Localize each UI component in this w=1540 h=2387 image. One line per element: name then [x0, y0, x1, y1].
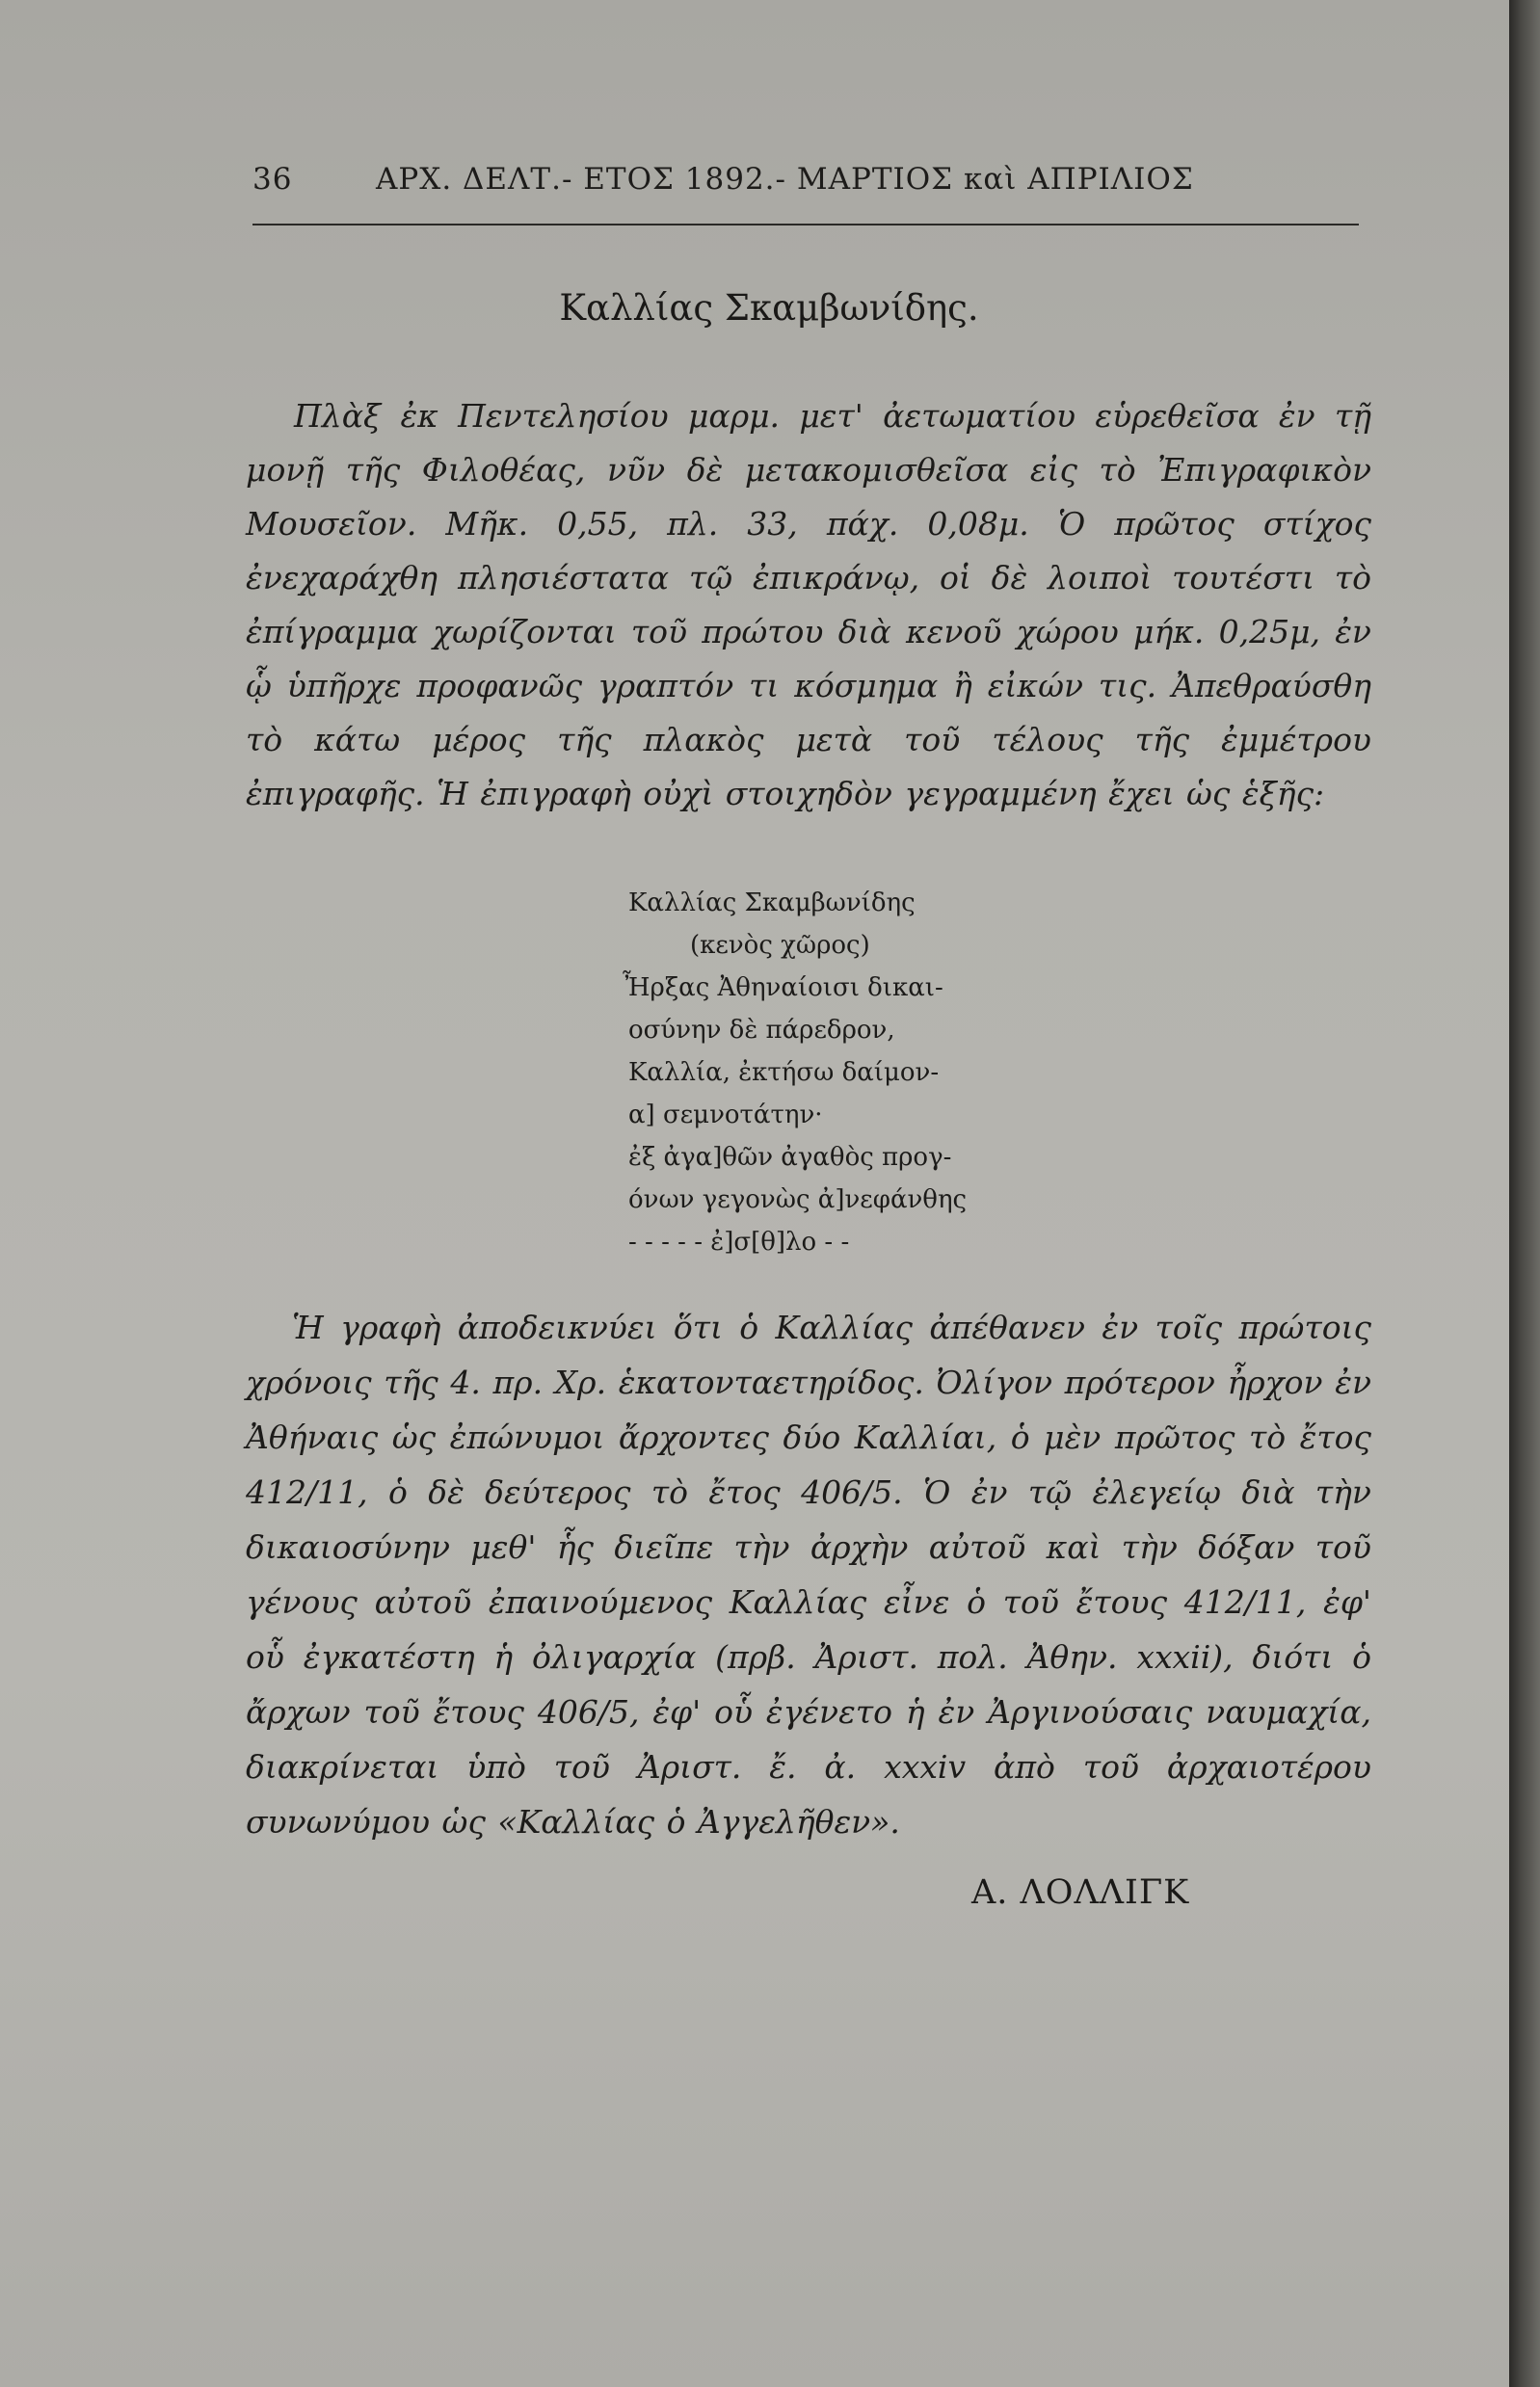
commentary-paragraph: Ἡ γραφὴ ἀποδεικνύει ὅτι ὁ Καλλίας ἀπέθανεν ἐν τοῖς πρώτοις χρόνοις τῆς 4. πρ. Χρ. ἑκατονταετηρίδος. Ὀλίγον πρότερον ἦρχον ἐν Ἀθήναις ὡς ἐπώνυμοι ἄρχοντες δύο Καλλίαι, ὁ μὲν πρῶτος τὸ ἔτος 412/11, ὁ δὲ δεύτερος τὸ ἔτος 406/5. Ὁ ἐν τῷ ἐλεγείῳ διὰ τὴν δικαιοσύνην μεθ' ἧς διεῖπε τὴν ἀρχὴν αὐτοῦ καὶ τὴν δόξαν τοῦ γένους αὐτοῦ ἐπαινούμενος Καλλίας εἶνε ὁ τοῦ ἔτους 412/11, ἐφ' οὗ ἐγκατέστη ἡ ὀλιγαρχία (πρβ. Ἀριστ. πολ. Ἀθην. xxxii), διότι ὁ ἄρχων τοῦ ἔτους 406/5, ἐφ' οὗ ἐγένετο ἡ ἐν Ἀργινούσαις ναυμαχία, διακρίνεται ὑπὸ τοῦ Ἀριστ. ἔ. ἀ. xxxiv ἀπὸ τοῦ ἀρχαιοτέρου συνωνύμου ὡς «Καλλίας ὁ Ἀγγελῆθεν».	[246, 1309, 1371, 1841]
article-title: Καλλίας Σκαμβωνίδης.	[559, 287, 979, 329]
binding-gutter	[1509, 0, 1540, 2387]
inscription-line: α] σεμνοτάτην·	[628, 1101, 823, 1129]
inscription-line: ἐξ ἀγα]θῶν ἀγαθὸς προγ-	[628, 1143, 952, 1172]
page-header	[252, 152, 1361, 210]
inscription-line: (κενὸς χῶρος)	[690, 931, 870, 960]
running-title: ΑΡΧ. ΔΕΛΤ.- ΕΤΟΣ 1892.- ΜΑΡΤΙΟΣ καὶ ΑΠΡΙΛΙΟΣ	[376, 162, 1194, 197]
inscription-line: Καλλία, ἐκτήσω δαίμον-	[628, 1058, 940, 1087]
inscription-line: Ἦρξας Ἀθηναίοισι δικαι-	[623, 973, 943, 1002]
header-rule	[252, 224, 1359, 225]
author-signature: Α. ΛΟΛΛΙΓΚ	[971, 1873, 1190, 1912]
inscription-line: Καλλίας Σκαμβωνίδης	[628, 888, 916, 917]
inscription-line: - - - - - ἐ]σ[θ]λο - -	[628, 1228, 850, 1257]
page-number: 36	[252, 162, 293, 197]
inscription-line: όνων γεγονὼς ἀ]νεφάνθης	[628, 1185, 968, 1214]
inscription-text	[623, 882, 1129, 1263]
inscription-line: οσύνην δὲ πάρεδρον,	[628, 1016, 895, 1045]
intro-paragraph: Πλὰξ ἐκ Πεντελησίου μαρμ. μετ' ἀετωματίου εὑρεθεῖσα ἐν τῇ μονῇ τῆς Φιλοθέας, νῦν δὲ μετακομισθεῖσα εἰς τὸ Ἐπιγραφικὸν Μουσεῖον. Μῆκ. 0,55, πλ. 33, πάχ. 0,08μ. Ὁ πρῶτος στίχος ἐνεχαράχθη πλησιέστατα τῷ ἐπικράνῳ, οἱ δὲ λοιποὶ τουτέστι τὸ ἐπίγραμμα χωρίζονται τοῦ πρώτου διὰ κενοῦ χώρου μήκ. 0,25μ, ἐν ᾧ ὑπῆρχε προφανῶς γραπτόν τι κόσμημα ἢ εἰκών τις. Ἀπεθραύσθη τὸ κάτω μέρος τῆς πλακὸς μετὰ τοῦ τέλους τῆς ἐμμέτρου ἐπιγραφῆς. Ἡ ἐπιγραφὴ οὐχὶ στοιχηδὸν γεγραμμένη ἔχει ὡς ἑξῆς:	[246, 397, 1371, 812]
